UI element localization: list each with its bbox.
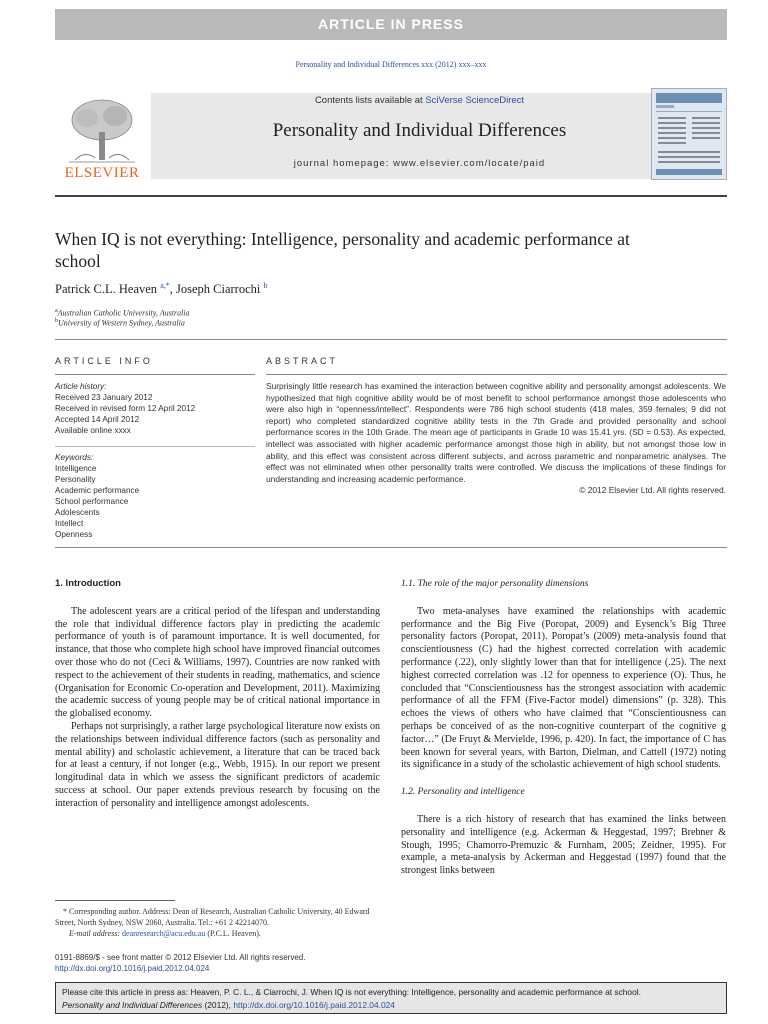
left-column: [55, 578, 380, 811]
author-affiliation-marker[interactable]: a,*: [160, 281, 170, 290]
divider: [55, 547, 727, 548]
keyword: School performance: [55, 497, 129, 506]
issn-block: [55, 952, 380, 974]
affiliation-b: $^b$University of Western Sydney, Australia: [55, 318, 185, 328]
history-label: Article history:: [55, 382, 107, 391]
article-title: When IQ is not everything: Intelligence, personality and academic performance at school: [55, 229, 630, 271]
footnote-divider: [55, 900, 175, 901]
section-heading: 1. Introduction: [55, 578, 121, 589]
divider: [55, 446, 255, 447]
article-info-heading: ARTICLE INFO: [55, 356, 153, 366]
affiliation-text: University of Western Sydney, Australia: [58, 318, 185, 328]
journal-header: [55, 88, 727, 182]
journal-reference-link[interactable]: Personality and Individual Differences xxx (2012) xxx–xxx: [295, 60, 487, 69]
history-item: Available online xxxx: [55, 426, 131, 435]
subsection-heading: 1.2. Personality and intelligence: [401, 787, 525, 798]
keyword: Openness: [55, 530, 93, 539]
keyword: Adolescents: [55, 508, 100, 517]
citation-doi-link[interactable]: http://dx.doi.org/10.1016/j.paid.2012.04.024: [233, 999, 395, 1010]
affiliation-a: $^a$Australian Catholic University, Australia: [55, 308, 190, 318]
journal-title: Personality and Individual Differences: [272, 120, 567, 141]
keyword: Academic performance: [55, 486, 140, 495]
citation-line: Please cite this article in press as: Heaven, P. C. L., & Ciarrochi, J. When IQ is not everything: Intelligence, personality and academic performance at school.: [62, 987, 641, 997]
divider: [55, 374, 255, 375]
keyword: Personality: [55, 475, 96, 484]
journal-cover-thumbnail: [651, 88, 727, 180]
header-divider: [55, 195, 727, 197]
article-in-press-banner: ARTICLE IN PRESS: [55, 9, 727, 40]
abstract-heading: ABSTRACT: [266, 356, 339, 366]
keywords-label: Keywords:: [55, 453, 94, 462]
issn-line: 0191-8869/$ - see front matter © 2012 Elsevier Ltd. All rights reserved.: [55, 953, 306, 962]
author-list: Patrick C.L. Heaven $^{a,*}$, Joseph Ciarrochi $^b$: [55, 281, 268, 297]
paragraph: Perhaps not surprisingly, a rather large psychological literature now exists on the relationships between individual difference factors (such as personality and mental ability) and scholastic achievement, a literature that can be traced back for at least a century, if not longer (e.g., Webb, 1915). In our report we present longitudinal data in which we assess the significant predictors of academic success at school. Our paper extends previous research by focusing on the interaction of personality and intelligence amongst adolescents.: [55, 720, 380, 809]
author-affiliation-marker[interactable]: b: [263, 281, 268, 290]
divider: [266, 374, 727, 375]
journal-masthead: [151, 93, 688, 179]
history-item: Received 23 January 2012: [55, 393, 153, 402]
article-history: [55, 381, 255, 436]
paragraph: There is a rich history of research that has examined the links between personality and intelligence (e.g. Ackerman & Heggestad, 1997; Brebner & Stough, 1995; Chamorro-Premuzic & Furnham, 2005; Zeidner, 1995). For example, a meta-analysis by Ackerman and Heggestad (1997) found that the strongest links between: [401, 813, 726, 877]
sciencedirect-link[interactable]: SciVerse ScienceDirect: [425, 95, 525, 106]
citation-line-2: [62, 999, 720, 1012]
contents-prefix: Contents lists available at: [314, 95, 426, 106]
subsection-heading: 1.1. The role of the major personality dimensions: [401, 579, 589, 589]
author-name: Patrick C.L. Heaven: [55, 282, 158, 297]
author-name: Joseph Ciarrochi: [176, 282, 261, 297]
affiliation-text: Australian Catholic University, Australia: [57, 308, 190, 318]
citation-journal: Personality and Individual Differences: [62, 999, 203, 1010]
abstract-body: [266, 381, 726, 497]
abstract-text: Surprisingly little research has examined the interaction between cognitive ability and personality amongst adolescents. We hypothesized that high cognitive ability would be of most benefit to school performance amongst those adolescents who were also high in “openness/intellect”. Respondents were 786 high school students (418 males, 359 females; 9 did not report) who completed standardized cognitive ability tests in the 7th Grade and provided personality and school performance scores in the 10th Grade. The mean age of participants in Grade 10 was 15.41 yrs. (SD = 0.53). As expected, intellect was associated with higher academic performance amongst those high in ability, but not amongst those low in ability, and this effect was consistent across different subjects, and across parametric and nonparametric analyses. The effect was not eliminated when other personality traits were controlled. We discuss the implications of these findings for understanding and increasing academic performance.: [266, 381, 726, 484]
keyword: Intellect: [55, 519, 84, 528]
journal-homepage[interactable]: journal homepage: www.elsevier.com/locate/paid: [293, 158, 546, 169]
footnote: [55, 906, 380, 939]
paragraph: Two meta-analyses have examined the relationships with academic performance and the Big Five (Poropat, 2009) and Eysenck’s Big Three personality factors (Poropat, 2011). Poropat’s (2009) meta-analysis found that conscientiousness (C) had the highest corrected correlation with academic performance (.22), only slightly lower than that for intelligence (.25). The next highest corrected correlation was .12 for openness to experience (O). Thus, he concluded that “Conscientiousness has the strongest association with academic performance of all the FFM (Five-Factor model) dimensions” (p. 328). This echoes the views of others who have claimed that “Conscientiousness can perhaps be conceived of as the non-cognitive counterpart of the cognitive g factor…” (De Fruyt & Mervielde, 1996, p. 420). In fact, the importance of C has been known for several years, with Barton, Dielman, and Cattell (1972) noting its significance in a study of the scholastic achievement of high school students.: [401, 605, 726, 771]
divider: [55, 339, 727, 340]
email-label: E-mail address:: [69, 929, 123, 938]
keywords: [55, 452, 255, 540]
contents-line: [151, 95, 688, 106]
copyright-notice: © 2012 Elsevier Ltd. All rights reserved.: [579, 485, 726, 496]
citation-year: (2012),: [202, 999, 234, 1010]
history-item: Accepted 14 April 2012: [55, 415, 140, 424]
history-item: Received in revised form 12 April 2012: [55, 404, 196, 413]
email-suffix: (P.C.L. Heaven).: [205, 929, 261, 938]
email-link[interactable]: deanresearch@acu.edu.au: [122, 929, 206, 938]
right-column: [401, 578, 726, 878]
paragraph: The adolescent years are a critical period of the lifespan and understanding the role that individual difference factors play in predicting the academic performance of youth is of paramount importance. It is well documented, for instance, that those who complete high school have improved financial outcomes over those who do not (Ceci & Williams, 1997). Countries are now ranked with respect to the achievement of their students in reading, mathematics, and science (Organisation for Economic Co-operation and Development, 2011). Maximizing the academic success of young people may be of critical national importance in the globalised economy.: [55, 605, 380, 720]
doi-link[interactable]: http://dx.doi.org/10.1016/j.paid.2012.04.024: [55, 964, 210, 973]
corresponding-author-note: * Corresponding author. Address: Dean of Research, Australian Catholic University, 40 Edward Street, North Sydney, NSW 2060, Australia. Tel.: +61 2 42214070.: [55, 907, 370, 927]
elsevier-wordmark: ELSEVIER: [64, 165, 140, 181]
citation-box: [55, 982, 727, 1014]
keyword: Intelligence: [55, 464, 97, 473]
email-line: [55, 928, 380, 939]
